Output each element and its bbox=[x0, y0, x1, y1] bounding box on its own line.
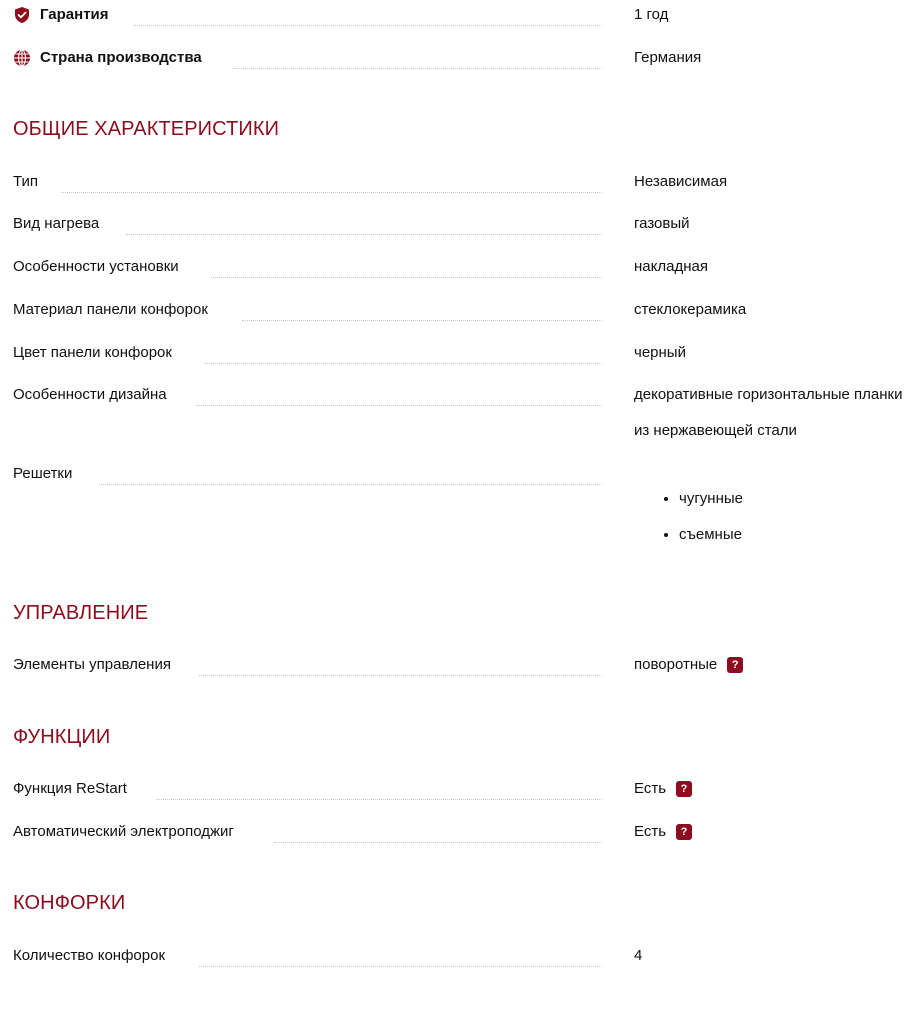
spec-value-cell bbox=[634, 780, 692, 797]
dotted-leader bbox=[199, 675, 602, 676]
spec-value: Есть bbox=[634, 780, 667, 797]
spec-value-continued: из нержавеющей стали bbox=[634, 422, 797, 439]
dotted-leader bbox=[126, 234, 602, 235]
dotted-leader bbox=[61, 192, 602, 193]
spec-value: декоративные горизонтальные планки bbox=[634, 386, 903, 403]
spec-row-grates bbox=[13, 462, 924, 552]
spec-row-ignition bbox=[13, 820, 924, 846]
spec-row-heating bbox=[13, 212, 924, 238]
spec-label: Решетки bbox=[13, 465, 73, 482]
spec-value: 1 год bbox=[634, 6, 669, 23]
spec-label: Тип bbox=[13, 173, 39, 190]
list-item: • чугунные bbox=[679, 487, 743, 523]
dotted-leader bbox=[242, 320, 602, 321]
spec-label: Автоматический электроподжиг bbox=[13, 823, 234, 840]
dotted-leader bbox=[156, 799, 602, 800]
spec-value: газовый bbox=[634, 215, 690, 232]
section-title-general: ОБЩИЕ ХАРАКТЕРИСТИКИ bbox=[13, 118, 280, 140]
spec-value: стеклокерамика bbox=[634, 301, 747, 318]
dotted-leader bbox=[99, 484, 602, 485]
spec-value: накладная bbox=[634, 258, 708, 275]
grates-list bbox=[634, 487, 743, 559]
spec-row-restart bbox=[13, 777, 924, 803]
dotted-leader bbox=[234, 68, 602, 69]
spec-value: поворотные bbox=[634, 656, 718, 673]
spec-label: Особенности установки bbox=[13, 258, 179, 275]
dotted-leader bbox=[211, 277, 602, 278]
spec-value: 4 bbox=[634, 947, 643, 964]
spec-row-country bbox=[13, 46, 924, 72]
spec-value-cell bbox=[634, 656, 743, 673]
help-icon[interactable]: ? bbox=[676, 781, 692, 797]
spec-row-installation bbox=[13, 255, 924, 281]
dotted-leader bbox=[199, 966, 602, 967]
dotted-leader bbox=[204, 363, 602, 364]
spec-label: Элементы управления bbox=[13, 656, 171, 673]
spec-label: Гарантия bbox=[40, 6, 109, 23]
spec-row-material bbox=[13, 298, 924, 324]
spec-label: Материал панели конфорок bbox=[13, 301, 208, 318]
spec-label: Количество конфорок bbox=[13, 947, 166, 964]
dotted-leader bbox=[133, 25, 602, 26]
spec-row-design bbox=[13, 383, 924, 445]
spec-row-burner-count bbox=[13, 944, 924, 970]
spec-row-color bbox=[13, 341, 924, 367]
spec-label: Страна производства bbox=[40, 49, 202, 66]
section-title-burners: КОНФОРКИ bbox=[13, 892, 126, 914]
spec-row-warranty bbox=[13, 3, 924, 29]
shield-check-icon bbox=[13, 6, 31, 24]
section-title-functions: ФУНКЦИИ bbox=[13, 726, 111, 748]
spec-label: Цвет панели конфорок bbox=[13, 344, 172, 361]
spec-label: Особенности дизайна bbox=[13, 386, 167, 403]
spec-value: Германия bbox=[634, 49, 702, 66]
dotted-leader bbox=[274, 842, 602, 843]
spec-label: Функция ReStart bbox=[13, 780, 127, 797]
spec-row-controls bbox=[13, 653, 924, 679]
section-title-control: УПРАВЛЕНИЕ bbox=[13, 602, 149, 624]
list-item: • съемные bbox=[679, 523, 743, 559]
spec-value: Независимая bbox=[634, 173, 728, 190]
spec-value: Есть bbox=[634, 823, 667, 840]
help-icon[interactable]: ? bbox=[727, 657, 743, 673]
spec-value-cell bbox=[634, 823, 692, 840]
help-icon[interactable]: ? bbox=[676, 824, 692, 840]
spec-label: Вид нагрева bbox=[13, 215, 100, 232]
globe-icon bbox=[13, 49, 31, 67]
spec-row-type bbox=[13, 170, 924, 196]
spec-value: черный bbox=[634, 344, 686, 361]
dotted-leader bbox=[196, 405, 602, 406]
